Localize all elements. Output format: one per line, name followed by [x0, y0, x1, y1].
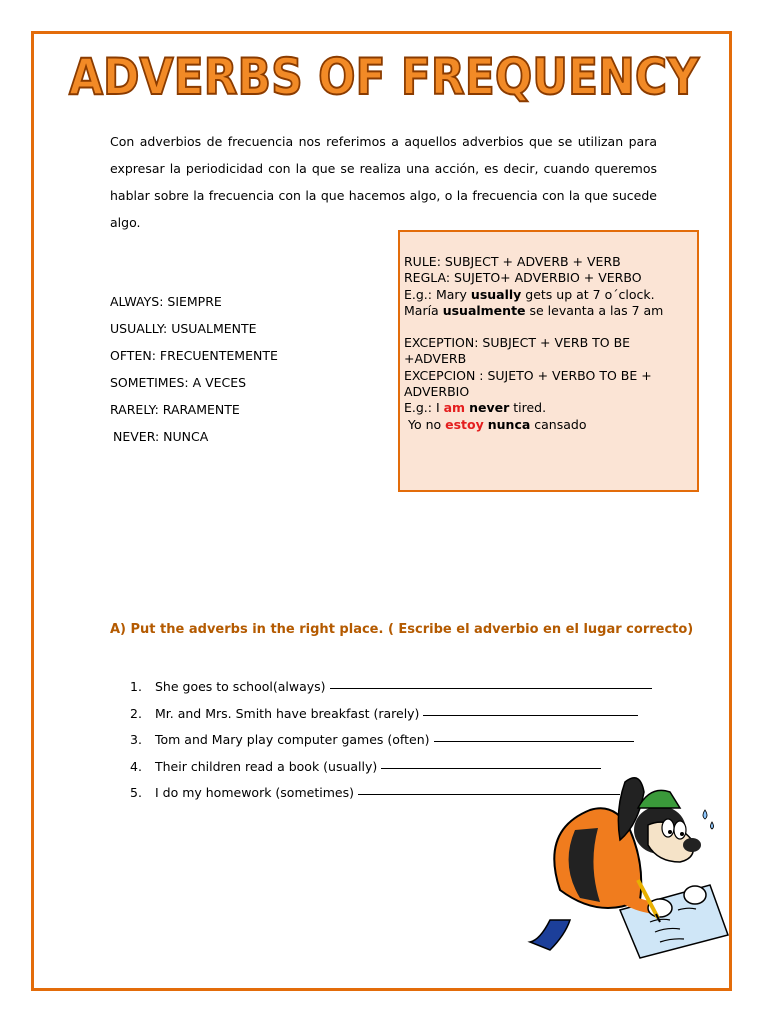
adverb-item: NEVER: NUNCA: [113, 429, 209, 444]
adverb-item: OFTEN: FRECUENTEMENTE: [110, 348, 278, 363]
answer-line[interactable]: [330, 674, 652, 689]
answer-line[interactable]: [381, 754, 601, 769]
example-line: E.g.: I am never tired.: [404, 400, 547, 416]
exercise-item: 1. She goes to school(always): [130, 674, 652, 701]
exception-line: EXCEPTION: SUBJECT + VERB TO BE +ADVERB: [404, 335, 631, 367]
exception-line: EXCEPCION : SUJETO + VERBO TO BE + ADVERBIO: [404, 367, 652, 400]
exercise-title: A) Put the adverbs in the right place. ( Escribe el adverbio en el lugar correcto): [110, 622, 694, 637]
rule-box: [398, 230, 699, 492]
example-line: E.g.: Mary usually gets up at 7 o´clock.: [404, 286, 655, 302]
adverb-item: ALWAYS: SIEMPRE: [110, 294, 222, 309]
adverb-item: RARELY: RARAMENTE: [110, 402, 240, 417]
rule-line: RULE: SUBJECT + ADVERB + VERB: [404, 254, 621, 269]
exercise-item: 3. Tom and Mary play computer games (often): [130, 727, 652, 754]
exercise-item: 2. Mr. and Mrs. Smith have breakfast (rarely): [130, 701, 652, 728]
intro-paragraph: Con adverbios de frecuencia nos referimos a aquellos adverbios que se utilizan para expresar la periodicidad con la que se realiza una acción, es decir, cuando queremos hablar sobre la frecuencia con la que hacemos algo, o la frecuencia con la que sucede algo.: [110, 134, 657, 230]
answer-line[interactable]: [423, 701, 638, 716]
goofy-writing-icon: [520, 770, 740, 960]
exercise-item: 5. I do my homework (sometimes): [130, 780, 652, 807]
exercise-item: 4. Their children read a book (usually): [130, 754, 652, 781]
example-line: María usualmente se levanta a las 7 am: [404, 302, 664, 318]
rule-line: REGLA: SUJETO+ ADVERBIO + VERBO: [404, 270, 642, 286]
example-line: Yo no estoy nunca cansado: [407, 416, 587, 432]
adverb-item: SOMETIMES: A VECES: [110, 375, 247, 390]
page-title: ADVERBS OF FREQUENCY: [68, 48, 700, 106]
adverb-item: USUALLY: USUALMENTE: [110, 321, 257, 336]
adverb-list: [110, 288, 278, 450]
answer-line[interactable]: [434, 727, 634, 742]
